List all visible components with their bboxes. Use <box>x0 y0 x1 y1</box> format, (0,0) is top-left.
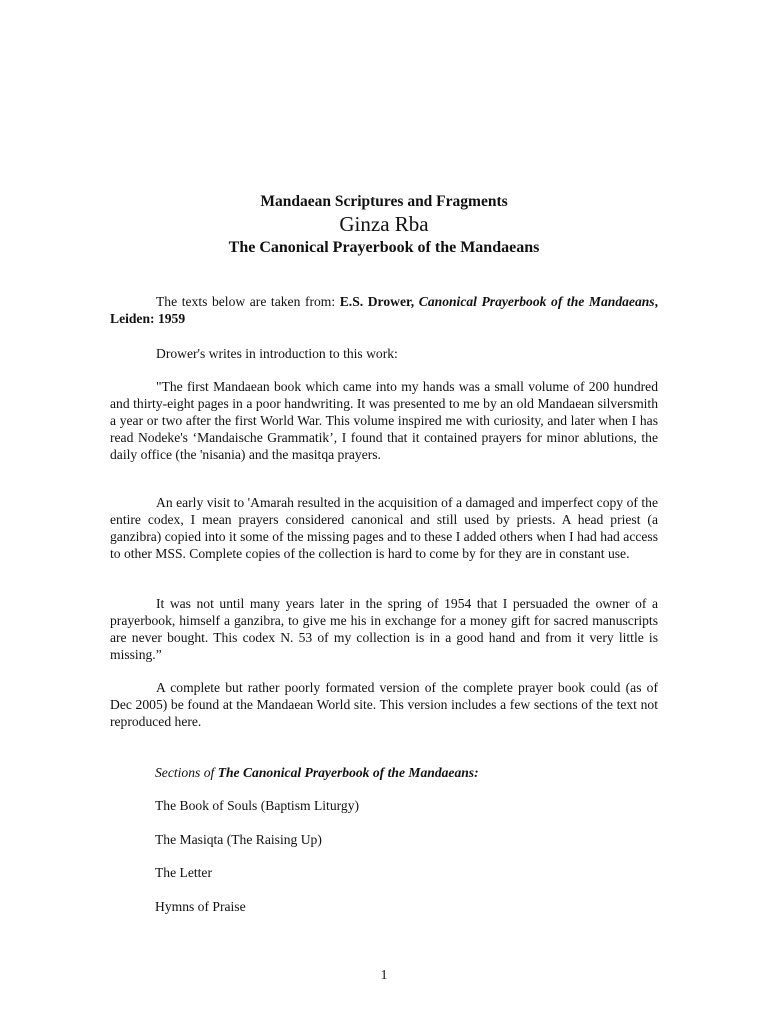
section-item: The Letter <box>155 865 212 880</box>
source-lead: The texts below are taken from: <box>156 294 340 309</box>
sections-heading <box>155 764 479 781</box>
quote-paragraph-3: It was not until many years later in the spring of 1954 that I persuaded the owner of a prayerbook, himself a ganzibra, to give me his in exchange for a money gift for sacred manuscripts are never bought. This codex N. 53 of my collection is in a good hand and from it very little is missing.” <box>110 596 658 662</box>
sections-heading-title: The Canonical Prayerbook of the Mandaeans: <box>217 765 479 780</box>
collection-title: Mandaean Scriptures and Fragments <box>260 193 508 210</box>
document-subtitle: The Canonical Prayerbook of the Mandaeans <box>228 239 540 256</box>
source-paragraph <box>110 293 658 327</box>
quote-paragraph-2: An early visit to 'Amarah resulted in the acquisition of a damaged and imperfect copy of the entire codex, I mean prayers considered canonical and still used by priests. A head priest (a ganzibra) copied into it some of the missing pages and to these I added others when I had had access to other MSS. Complete copies of the collection is hard to come by for they are in constant use. <box>110 495 658 561</box>
sections-heading-prefix: Sections of <box>155 765 218 780</box>
document-title: Ginza Rba <box>339 212 429 236</box>
note-paragraph: A complete but rather poorly formated version of the complete prayer book could (as of Dec 2005) be found at the Mandaean World site. This version includes a few sections of the text not reproduced here. <box>110 680 658 729</box>
section-item: Hymns of Praise <box>155 899 246 914</box>
section-item: The Book of Souls (Baptism Liturgy) <box>155 798 360 813</box>
source-publisher: , Leiden: 1959 <box>110 294 658 326</box>
source-author: E.S. Drower, <box>339 294 419 309</box>
quote-paragraph-1: "The first Mandaean book which came into my hands was a small volume of 200 hundred and thirty-eight pages in a poor handwriting. It was presented to me by an old Mandaean silversmith a year or two after the first World War. This volume inspired me with curiosity, and later when I has read Nodeke's ‘Mandaische Grammatik’, I found that it contained prayers for minor ablutions, the daily office (the 'nisania) and the masitqa prayers. <box>110 379 658 462</box>
intro-paragraph: Drower's writes in introduction to this work: <box>156 346 398 361</box>
title-block <box>0 192 768 260</box>
section-item: The Masiqta (The Raising Up) <box>155 832 322 847</box>
source-book-title: Canonical Prayerbook of the Mandaeans <box>418 294 655 309</box>
page-number: 1 <box>380 967 388 982</box>
